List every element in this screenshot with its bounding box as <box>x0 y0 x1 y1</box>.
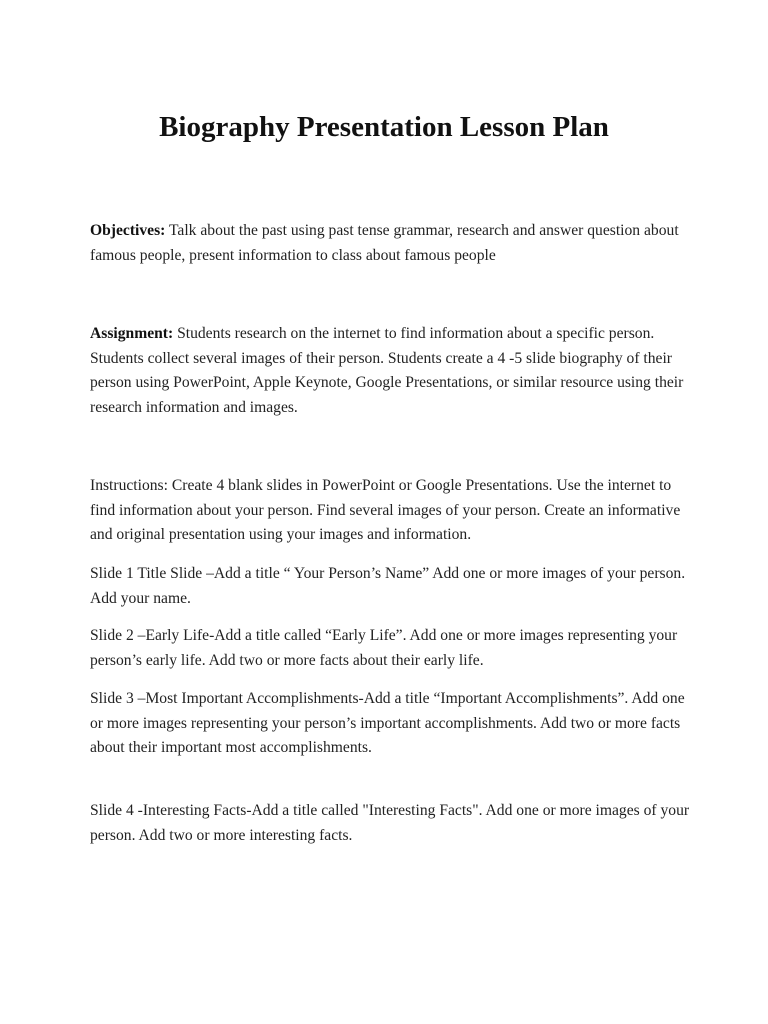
objectives-label: Objectives: <box>90 222 166 239</box>
slide-3-paragraph: Slide 3 –Most Important Accomplishments-Add a title “Important Accomplishments”. Add one or more images representing your person’s important accomplishments. Add two or more facts about their important most accomplishments. <box>90 690 685 756</box>
objectives-text: Talk about the past using past tense grammar, research and answer question about famous people, present information to class about famous people <box>90 222 679 264</box>
assignment-text: Students research on the internet to find information about a specific person. Students collect several images of their person. Students create a 4 -5 slide biography of their person using PowerPoint, Apple Keynote, Google Presentations, or similar resource using their research information and images. <box>90 325 684 416</box>
document-title: Biography Presentation Lesson Plan <box>159 111 609 143</box>
instructions-paragraph: Instructions: Create 4 blank slides in PowerPoint or Google Presentations. Use the internet to find information about your person. Find several images of your person. Create an informative and original presentation using your images and information. <box>90 477 681 543</box>
objectives-paragraph <box>90 219 690 268</box>
assignment-paragraph <box>90 322 690 420</box>
assignment-label: Assignment: <box>90 325 174 342</box>
slide-1-paragraph: Slide 1 Title Slide –Add a title “ Your Person’s Name” Add one or more images of your person. Add your name. <box>90 565 686 607</box>
slide-4-paragraph: Slide 4 -Interesting Facts-Add a title called "Interesting Facts". Add one or more images of your person. Add two or more interesting facts. <box>90 802 690 844</box>
slide-2-paragraph: Slide 2 –Early Life-Add a title called “Early Life”. Add one or more images representing your person’s early life. Add two or more facts about their early life. <box>90 627 678 669</box>
